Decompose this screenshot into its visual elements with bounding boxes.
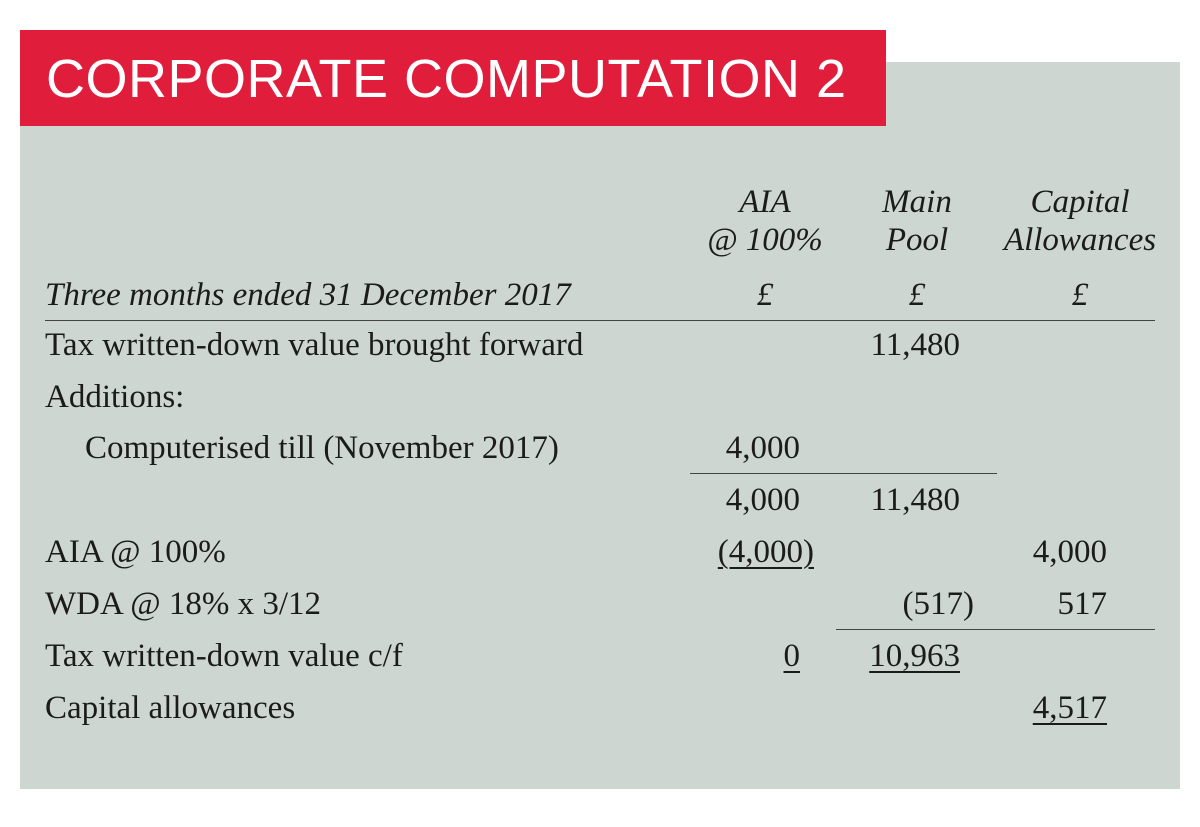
row-label-wda: WDA @ 18% x 3/12	[45, 586, 322, 622]
row-capital-allowances-ca	[947, 688, 1107, 728]
row-label-additions: Additions:	[45, 379, 185, 415]
row-aia-aia-value: (4,000)	[717, 534, 814, 570]
carry-forward-rule	[836, 629, 1155, 630]
page-title: CORPORATE COMPUTATION 2	[46, 49, 847, 109]
row-label-computerised-till: Computerised till (November 2017)	[85, 430, 559, 466]
row-subtotal-aia: 4,000	[725, 482, 800, 518]
col-main-pool-header-line1: Main	[882, 184, 952, 220]
col-ca-unit: £	[1071, 277, 1089, 313]
col-main-pool-unit: £	[908, 277, 926, 313]
col-aia-header-line2: @ 100%	[707, 222, 823, 258]
row-capital-allowances-ca-value: 4,517	[1032, 690, 1107, 726]
header-rule	[45, 320, 1155, 321]
period-label: Three months ended 31 December 2017	[45, 277, 571, 313]
col-aia-unit: £	[756, 277, 774, 313]
row-twdv-cf-aia-value: 0	[783, 638, 800, 674]
row-twdv-cf-main-pool	[800, 636, 960, 676]
row-label-capital-allowances: Capital allowances	[45, 690, 296, 726]
row-label-twdv-cf: Tax written-down value c/f	[45, 638, 403, 674]
title-banner	[20, 30, 886, 126]
row-wda-ca: 517	[1057, 586, 1107, 622]
row-twdv-cf-aia	[640, 636, 800, 676]
row-aia-aia	[640, 532, 814, 572]
col-ca-header-line2: Allowances	[1003, 222, 1157, 258]
col-main-pool-header-line2: Pool	[885, 222, 949, 258]
row-label-aia: AIA @ 100%	[45, 534, 226, 570]
computation-panel	[20, 62, 1180, 789]
row-label-twdv-bf: Tax written-down value brought forward	[45, 327, 584, 363]
row-twdv-cf-main-pool-value: 10,963	[869, 638, 960, 674]
col-ca-header-line1: Capital	[1030, 184, 1130, 220]
col-aia-header-line1: AIA	[739, 184, 791, 220]
subtotal-rule	[690, 473, 997, 474]
row-twdv-bf-main-pool: 11,480	[870, 327, 960, 363]
row-till-aia: 4,000	[725, 430, 800, 466]
row-subtotal-main-pool: 11,480	[870, 482, 960, 518]
row-wda-main-pool: (517)	[902, 586, 974, 622]
row-aia-ca: 4,000	[1032, 534, 1107, 570]
